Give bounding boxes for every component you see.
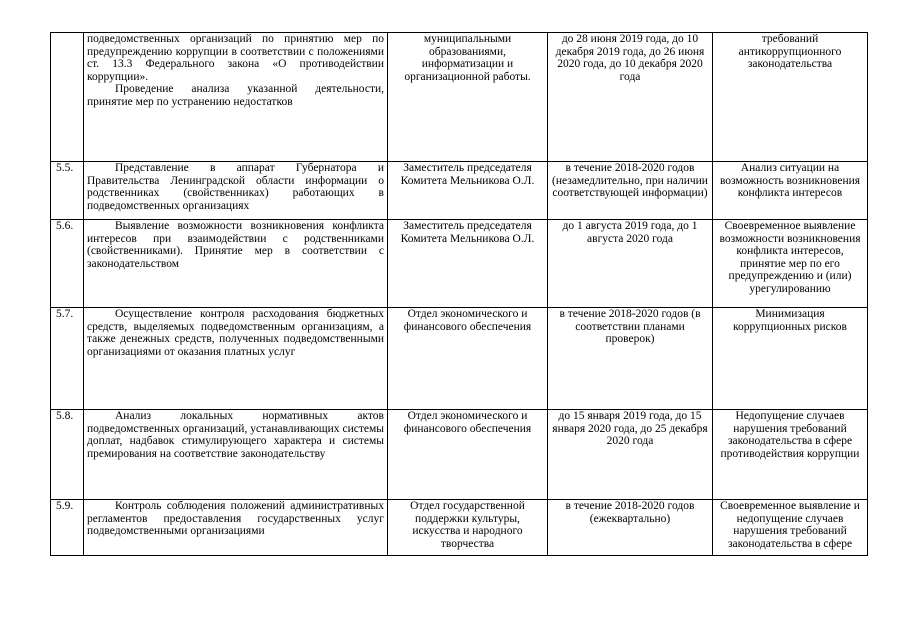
- description-paragraph: Выявление возможности возникновения конфликта интересов при взаимодействии с родственниками (свойственниками). Принятие мер в соответствии с законодательством: [87, 220, 384, 270]
- row-number: 5.8.: [51, 410, 84, 500]
- deadline-cell: в течение 2018-2020 годов (в соответствии планами проверок): [548, 308, 713, 410]
- responsible-cell: Отдел государственной поддержки культуры, искусства и народного творчества: [388, 500, 548, 556]
- measure-description: [84, 308, 388, 410]
- table-row: [51, 500, 868, 556]
- measures-table: [50, 32, 868, 556]
- row-number: [51, 33, 84, 162]
- row-number: 5.5.: [51, 162, 84, 220]
- description-paragraph: Представление в аппарат Губернатора и Правительства Ленинградской области информации о родственниках (свойственниках) работающих в подведомственных организациях: [87, 162, 384, 212]
- description-paragraph: Проведение анализа указанной деятельности, принятие мер по устранению недостатков: [87, 83, 384, 108]
- responsible-cell: Заместитель председателя Комитета Мельникова О.Л.: [388, 220, 548, 308]
- result-cell: Минимизация коррупционных рисков: [713, 308, 868, 410]
- row-number: 5.6.: [51, 220, 84, 308]
- deadline-cell: до 15 января 2019 года, до 15 января 2020 года, до 25 декабря 2020 года: [548, 410, 713, 500]
- measure-description: [84, 220, 388, 308]
- measure-description: [84, 500, 388, 556]
- result-cell: Недопущение случаев нарушения требований законодательства в сфере противодействия коррупции: [713, 410, 868, 500]
- table-row: [51, 33, 868, 162]
- responsible-cell: Отдел экономического и финансового обеспечения: [388, 308, 548, 410]
- deadline-cell: в течение 2018-2020 годов (ежеквартально): [548, 500, 713, 556]
- measure-description: [84, 162, 388, 220]
- table-row: [51, 410, 868, 500]
- row-number: 5.7.: [51, 308, 84, 410]
- measure-description: [84, 33, 388, 162]
- result-cell: Своевременное выявление и недопущение случаев нарушения требований законодательства в сфере: [713, 500, 868, 556]
- deadline-cell: до 1 августа 2019 года, до 1 августа 2020 года: [548, 220, 713, 308]
- deadline-cell: до 28 июня 2019 года, до 10 декабря 2019 года, до 26 июня 2020 года, до 10 декабря 2020 года: [548, 33, 713, 162]
- row-number: 5.9.: [51, 500, 84, 556]
- deadline-cell: в течение 2018-2020 годов (незамедлительно, при наличии соответствующей информации): [548, 162, 713, 220]
- description-paragraph: Осуществление контроля расходования бюджетных средств, выделяемых подведомственным организациям, а также денежных средств, полученных подведомственными организациями от оказания платных услуг: [87, 308, 384, 358]
- table-row: [51, 220, 868, 308]
- responsible-cell: муниципальными образованиями, информатизации и организационной работы.: [388, 33, 548, 162]
- table-row: [51, 308, 868, 410]
- description-paragraph: Анализ локальных нормативных актов подведомственных организаций, устанавливающих системы доплат, надбавок стимулирующего характера и системы премирования на соответствие законодательству: [87, 410, 384, 460]
- description-paragraph: подведомственных организаций по принятию мер по предупреждению коррупции в соответствии с положениями ст. 13.3 Федерального закона «О противодействии коррупции».: [87, 33, 384, 83]
- responsible-cell: Отдел экономического и финансового обеспечения: [388, 410, 548, 500]
- responsible-cell: Заместитель председателя Комитета Мельникова О.Л.: [388, 162, 548, 220]
- result-cell: Анализ ситуации на возможность возникновения конфликта интересов: [713, 162, 868, 220]
- result-cell: Своевременное выявление возможности возникновения конфликта интересов, принятие мер по его предупреждению и (или) урегулированию: [713, 220, 868, 308]
- table-row: [51, 162, 868, 220]
- measure-description: [84, 410, 388, 500]
- description-paragraph: Контроль соблюдения положений административных регламентов предоставления государственных услуг подведомственными организациями: [87, 500, 384, 538]
- result-cell: требований антикоррупционного законодательства: [713, 33, 868, 162]
